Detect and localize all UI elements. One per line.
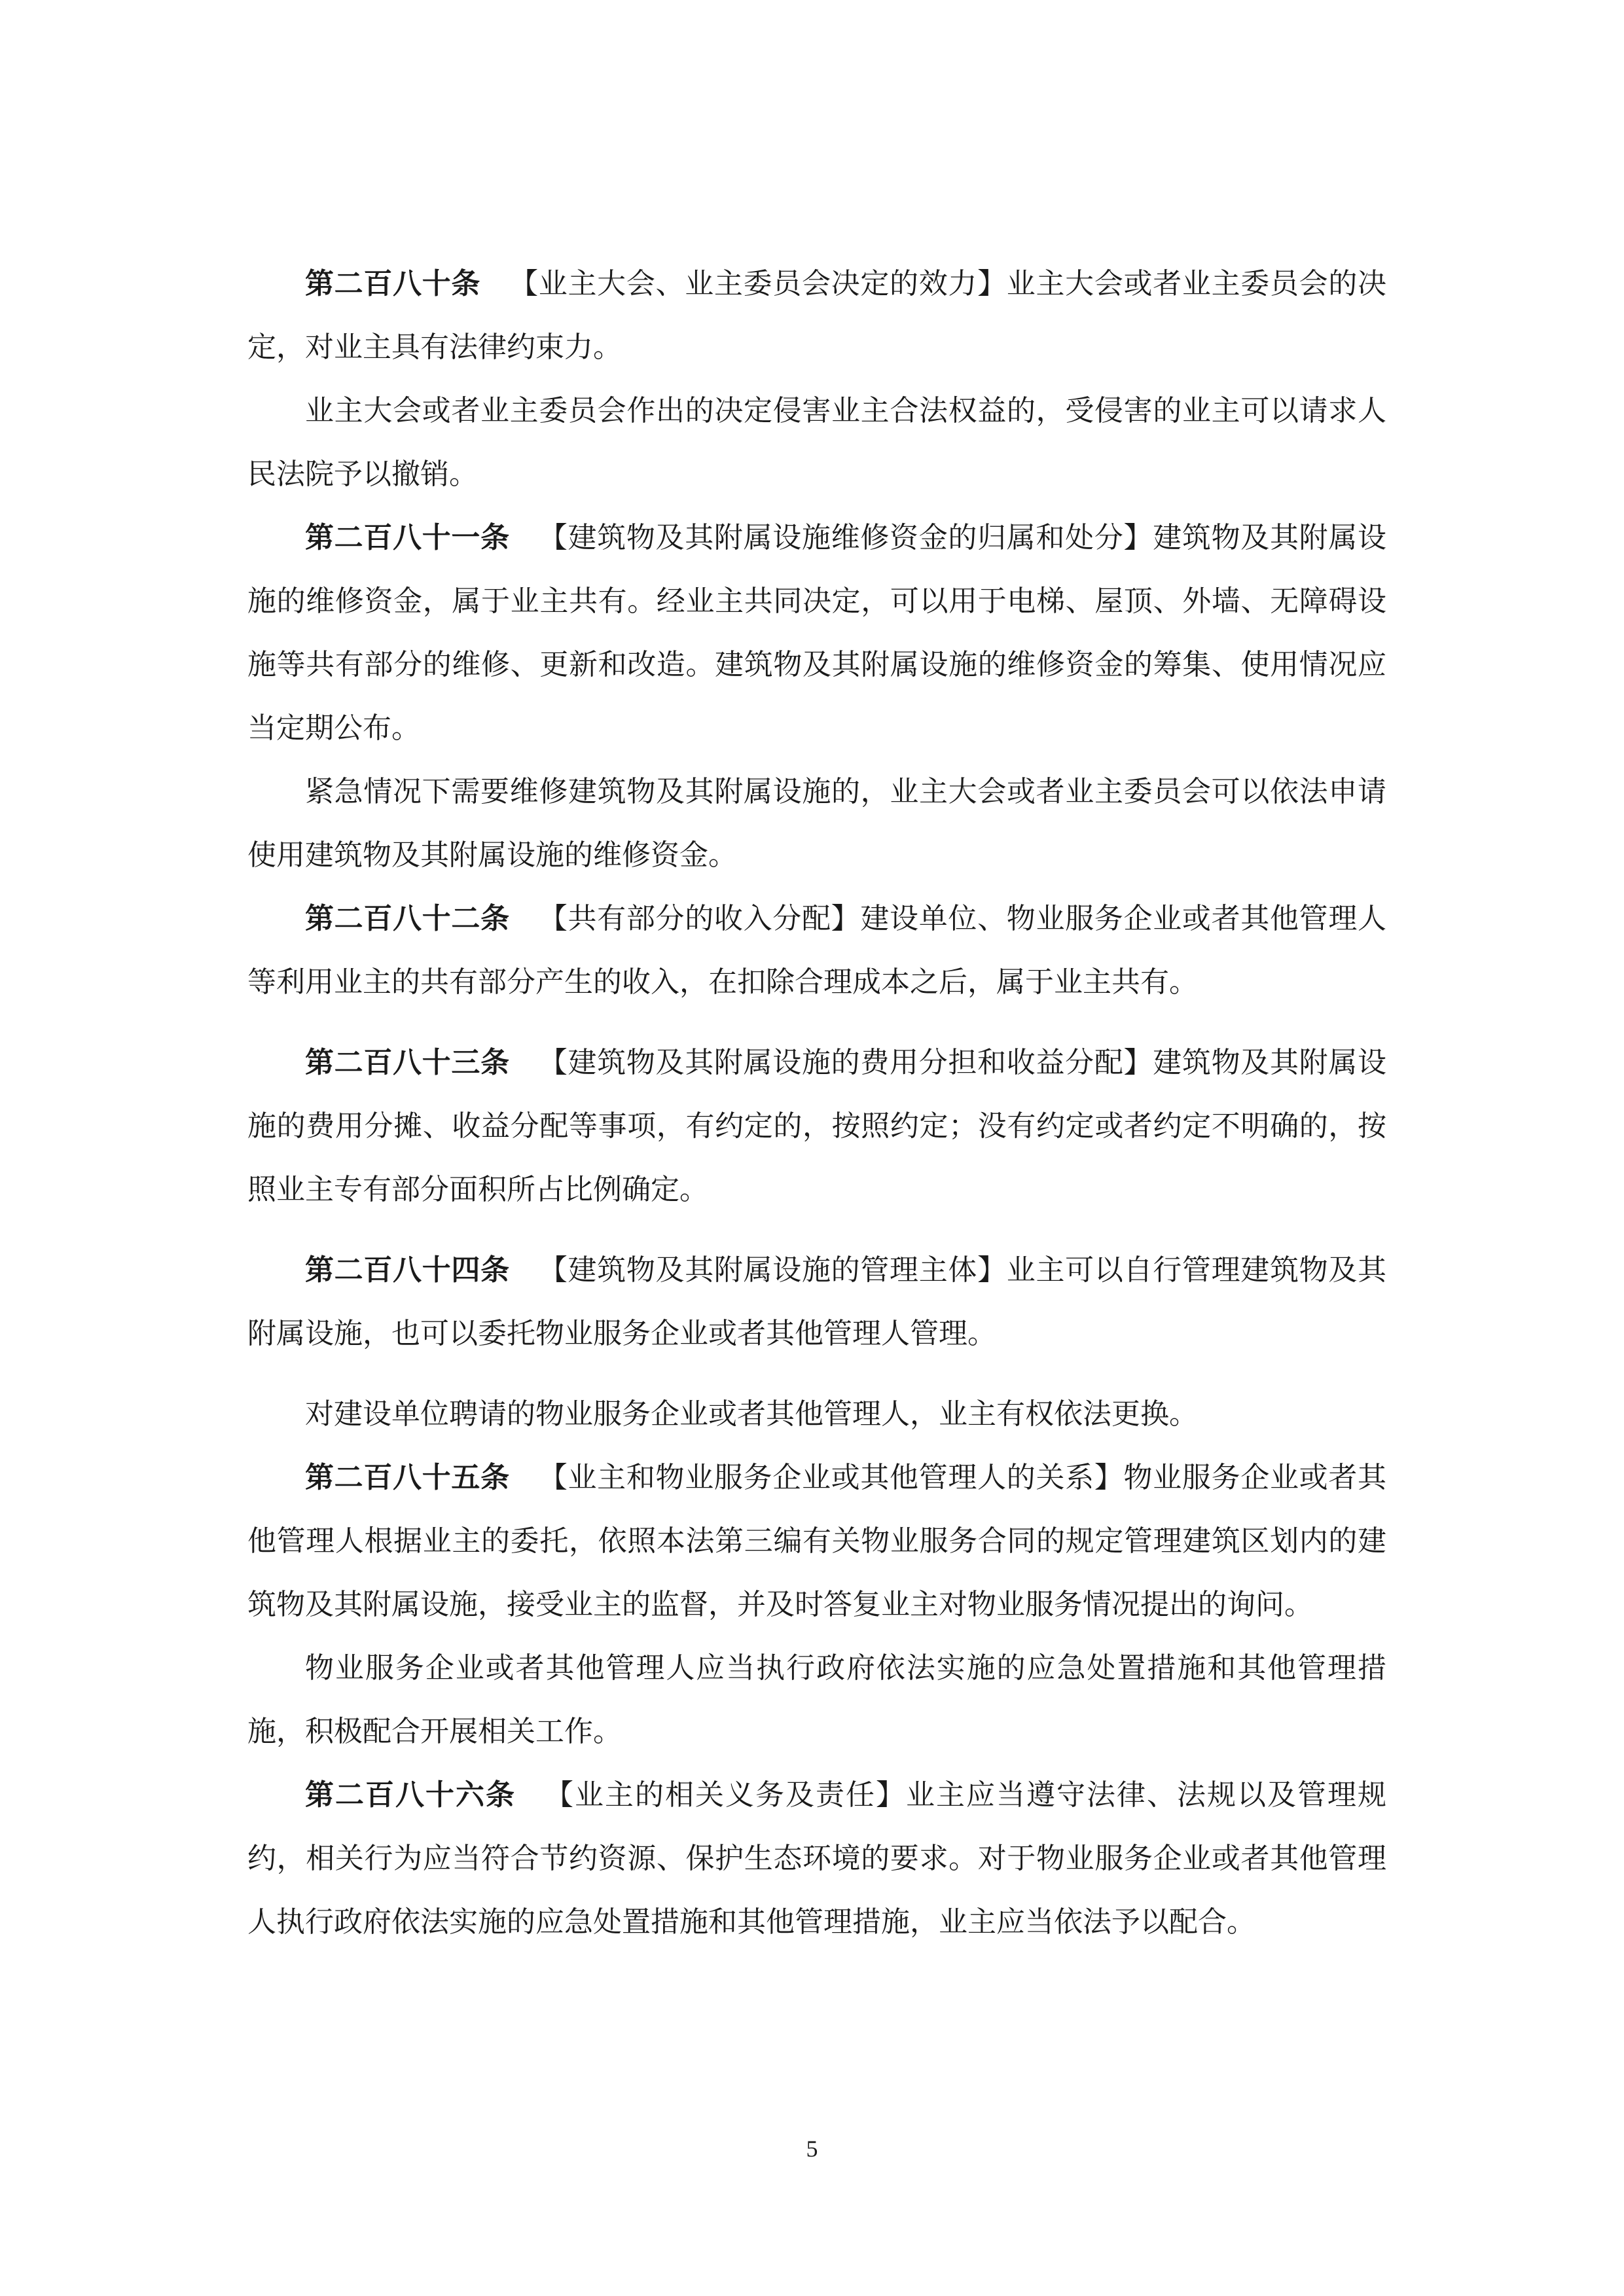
- article-text: 【业主和物业服务企业或其他管理人的关系】物业服务企业或者其他管理人根据业主的委托，依照本法第三编有关物业服务合同的规定管理建筑区划内的建筑物及其附属设施，接受业主的监督，并及时答复业主对物业服务情况提出的询问。: [247, 1461, 1387, 1621]
- article-284-paragraph-1: [247, 1238, 1386, 1365]
- article-283-paragraph-1: [247, 1031, 1386, 1221]
- article-text: 【业主大会、业主委员会决定的效力】业主大会或者业主委员会的决定，对业主具有法律约束力。: [247, 267, 1387, 364]
- document-body: [247, 252, 1386, 1954]
- article-number: 第二百八十四条: [305, 1253, 510, 1287]
- article-284-paragraph-2: 对建设单位聘请的物业服务企业或者其他管理人，业主有权依法更换。: [305, 1397, 1198, 1431]
- article-285-paragraph-2: 物业服务企业或者其他管理人应当执行政府依法实施的应急处置措施和其他管理措施，积极配合开展相关工作。: [247, 1651, 1386, 1748]
- article-number: 第二百八十五条: [305, 1461, 510, 1494]
- article-text: 【建筑物及其附属设施维修资金的归属和处分】建筑物及其附属设施的维修资金，属于业主共有。经业主共同决定，可以用于电梯、屋顶、外墙、无障碍设施等共有部分的维修、更新和改造。建筑物及其附属设施的维修资金的筹集、使用情况应当定期公布。: [247, 521, 1387, 745]
- article-text: 【建筑物及其附属设施的管理主体】业主可以自行管理建筑物及其附属设施，也可以委托物业服务企业或者其他管理人管理。: [247, 1253, 1387, 1350]
- article-number: 第二百八十三条: [305, 1046, 510, 1079]
- article-281-paragraph-2: 紧急情况下需要维修建筑物及其附属设施的，业主大会或者业主委员会可以依法申请使用建筑物及其附属设施的维修资金。: [247, 775, 1386, 872]
- article-285-paragraph-1: [247, 1446, 1386, 1636]
- article-number: 第二百八十二条: [305, 902, 510, 935]
- article-280-paragraph-2: 业主大会或者业主委员会作出的决定侵害业主合法权益的，受侵害的业主可以请求人民法院予以撤销。: [247, 394, 1386, 491]
- article-286-paragraph-1: [247, 1763, 1386, 1954]
- article-281-paragraph-1: [247, 506, 1386, 760]
- article-number: 第二百八十一条: [305, 521, 510, 554]
- article-number: 第二百八十六条: [305, 1778, 516, 1812]
- article-text: 【共有部分的收入分配】建设单位、物业服务企业或者其他管理人等利用业主的共有部分产生的收入，在扣除合理成本之后，属于业主共有。: [247, 902, 1387, 999]
- article-number: 第二百八十条: [305, 267, 481, 300]
- article-text: 【建筑物及其附属设施的费用分担和收益分配】建筑物及其附属设施的费用分摊、收益分配等事项，有约定的，按照约定；没有约定或者约定不明确的，按照业主专有部分面积所占比例确定。: [247, 1046, 1387, 1206]
- article-280-paragraph-1: [247, 252, 1386, 379]
- page-number: 5: [806, 2136, 818, 2162]
- article-text: 【业主的相关义务及责任】业主应当遵守法律、法规以及管理规约，相关行为应当符合节约资源、保护生态环境的要求。对于物业服务企业或者其他管理人执行政府依法实施的应急处置措施和其他管理措施，业主应当依法予以配合。: [247, 1778, 1386, 1939]
- article-282-paragraph-1: [247, 887, 1386, 1014]
